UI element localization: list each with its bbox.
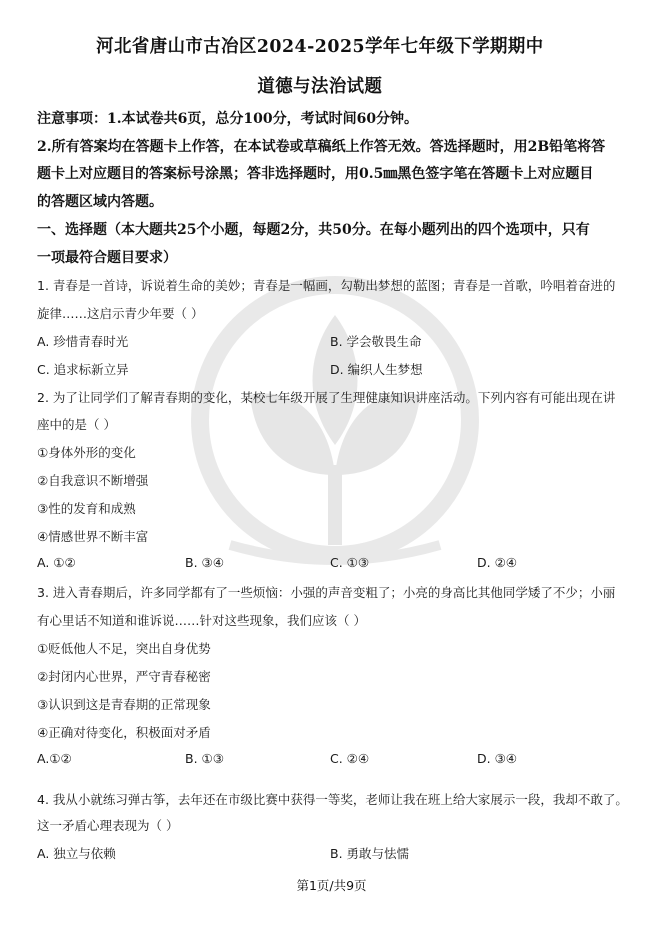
notes-line-1: 注意事项：1.本试卷共6页，总分100分，考试时间60分钟。 [37, 111, 419, 127]
q2-item-3: ③性的发育和成熟 [37, 501, 136, 516]
q3-option-a: A.①② [37, 751, 72, 766]
q2-option-b: B. ③④ [185, 555, 224, 570]
q3-item-2: ②封闭内心世界，严守青春秘密 [37, 669, 211, 684]
q3-item-4: ④正确对待变化，积极面对矛盾 [37, 725, 211, 740]
section-heading-1: 一、选择题（本大题共25个小题，每题2分，共50分。在每小题列出的四个选项中，只有 [37, 222, 590, 238]
q1-stem-2: 旋律……这启示青少年要（ ） [37, 306, 204, 321]
q3-stem-2: 有心里话不知道和谁诉说……针对这些现象，我们应该（ ） [37, 613, 366, 628]
q3-item-3: ③认识到这是青春期的正常现象 [37, 697, 211, 712]
q2-stem-1: 2. 为了让同学们了解青春期的变化，某校七年级开展了生理健康知识讲座活动。下列内容有可能出现在讲 [37, 390, 616, 405]
page-number: 第1页/共9页 [296, 878, 367, 893]
q2-option-d: D. ②④ [477, 555, 517, 570]
title-line-1: 河北省唐山市古冶区2024-2025学年七年级下学期期中 [96, 36, 544, 57]
q1-stem-1: 1. 青春是一首诗，诉说着生命的美妙；青春是一幅画，勾勒出梦想的蓝图；青春是一首歌，吟唱着奋进的 [37, 278, 616, 293]
q4-option-b: B. 勇敢与怯懦 [330, 846, 410, 861]
q3-option-c: C. ②④ [330, 751, 370, 766]
q2-option-a: A. ①② [37, 555, 76, 570]
q3-stem-1: 3. 进入青春期后，许多同学都有了一些烦恼：小强的声音变粗了；小亮的身高比其他同学矮了不少；小丽 [37, 585, 616, 600]
q1-option-d: D. 编织人生梦想 [330, 362, 423, 377]
q4-option-a: A. 独立与依赖 [37, 846, 116, 861]
q2-stem-2: 座中的是（ ） [37, 417, 116, 432]
q1-option-a: A. 珍惜青春时光 [37, 334, 129, 349]
q2-option-c: C. ①③ [330, 555, 370, 570]
q3-item-1: ①贬低他人不足，突出自身优势 [37, 641, 211, 656]
q3-option-b: B. ①③ [185, 751, 224, 766]
q3-option-d: D. ③④ [477, 751, 517, 766]
q1-option-c: C. 追求标新立异 [37, 362, 129, 377]
q2-item-1: ①身体外形的变化 [37, 445, 136, 460]
notes-line-3: 题卡上对应题目的答案标号涂黑；答非选择题时，用0.5㎜黑色签字笔在答题卡上对应题目 [37, 166, 594, 182]
title-line-2: 道德与法治试题 [257, 76, 383, 97]
section-heading-2: 一项最符合题目要求） [37, 250, 177, 266]
q2-item-4: ④情感世界不断丰富 [37, 529, 149, 544]
q4-stem-1: 4. 我从小就练习弹古筝，去年还在市级比赛中获得一等奖，老师让我在班上给大家展示一段，我却不敢了。 [37, 792, 628, 807]
notes-line-4: 的答题区域内答题。 [37, 194, 163, 210]
q4-stem-2: 这一矛盾心理表现为（ ） [37, 818, 179, 833]
q2-item-2: ②自我意识不断增强 [37, 473, 149, 488]
q1-option-b: B. 学会敬畏生命 [330, 334, 422, 349]
notes-line-2: 2.所有答案均在答题卡上作答，在本试卷或草稿纸上作答无效。答选择题时，用2B铅笔将答 [37, 139, 606, 155]
